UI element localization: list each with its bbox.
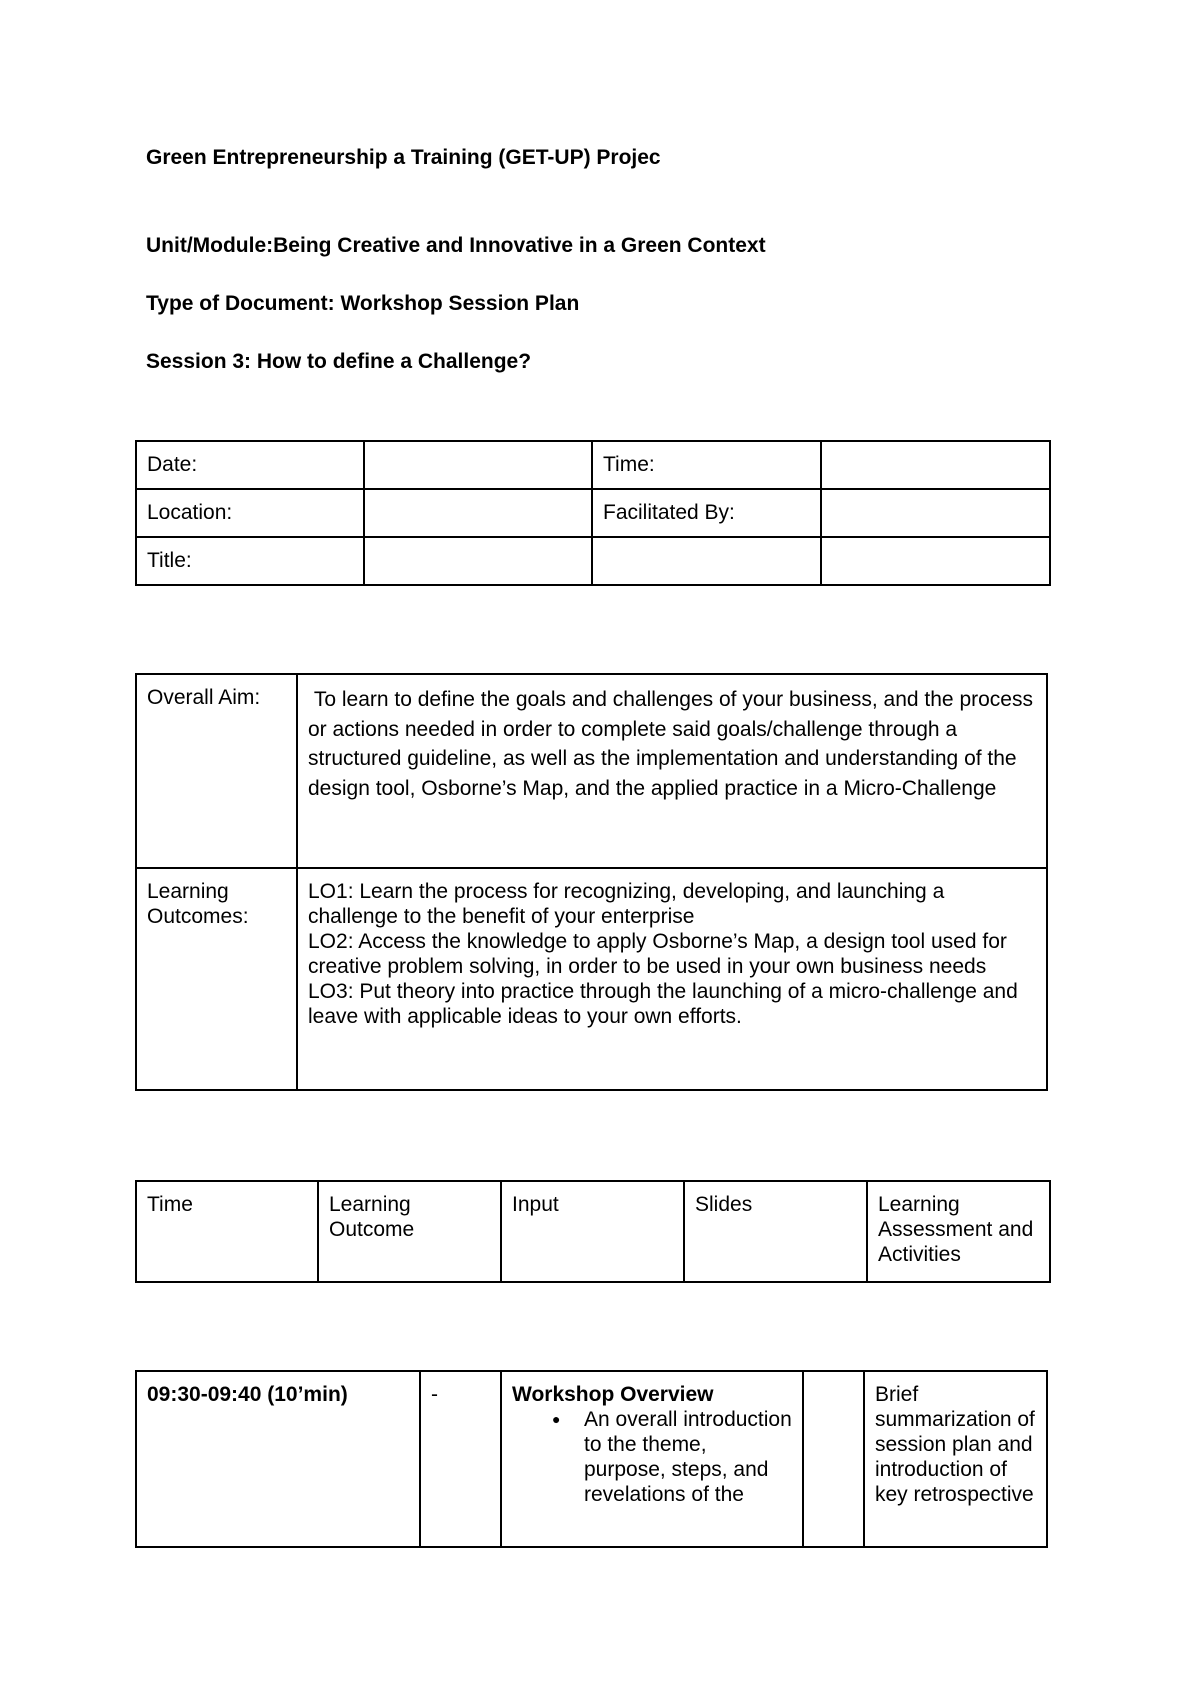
facilitated-by-value-cell: [821, 489, 1050, 537]
header-slides-cell: [684, 1181, 867, 1282]
header-assessment-cell: [867, 1181, 1050, 1282]
overall-aim-label: Overall Aim:: [147, 686, 261, 709]
location-label: Location:: [147, 501, 233, 524]
row-assessment: Brief summarization of session plan and introduction of key retrospective: [875, 1383, 1035, 1506]
schedule-header-table: [135, 1180, 1051, 1283]
header-input-cell: [501, 1181, 684, 1282]
header-learning-outcome-cell: [318, 1181, 501, 1282]
row-slides-cell: [803, 1371, 864, 1547]
extra-empty-cell: [592, 537, 821, 585]
unit-module-heading: Unit/Module:Being Creative and Innovative in a Green Context: [146, 234, 766, 257]
row-input-cell: [501, 1371, 803, 1547]
project-title: Green Entrepreneurship a Training (GET-UP) Projec: [146, 146, 661, 169]
row-assessment-cell: [864, 1371, 1047, 1547]
extra-empty-cell-2: [821, 537, 1050, 585]
overall-aim-text: To learn to define the goals and challenges of your business, and the process or actions needed in order to complete said goals/challenge through a structured guideline, as well as the implementation and understanding of the design tool, Osborne’s Map, and the applied practice in a Micro-Challenge: [308, 688, 1039, 800]
learning-outcome-1: LO1: Learn the process for recognizing, developing, and launching a challenge to the benefit of your enterprise: [308, 880, 945, 928]
table-row: [136, 1371, 1047, 1547]
aims-table: [135, 673, 1048, 1091]
row-time: 09:30-09:40 (10’min): [147, 1383, 348, 1406]
row-time-cell: [136, 1371, 420, 1547]
list-item: ● An overall introduction to the theme, purpose, steps, and revelations of the: [584, 1407, 792, 1507]
header-input: Input: [512, 1193, 559, 1216]
row-input-title: Workshop Overview: [512, 1383, 714, 1406]
learning-outcome-2: LO2: Access the knowledge to apply Osborne’s Map, a design tool used for creative problem solving, in order to be used in your own business needs: [308, 930, 1007, 978]
session-heading: Session 3: How to define a Challenge?: [146, 350, 532, 373]
title-label: Title:: [147, 549, 192, 572]
row-input-bullets: [512, 1407, 792, 1507]
facilitated-by-label: Facilitated By:: [603, 501, 735, 524]
header-time-cell: [136, 1181, 318, 1282]
location-label-cell: [136, 489, 364, 537]
session-info-table: [135, 440, 1051, 586]
overall-aim-label-cell: [136, 674, 297, 868]
facilitated-by-label-cell: [592, 489, 821, 537]
time-label: Time:: [603, 453, 655, 476]
date-label-cell: [136, 441, 364, 489]
time-label-cell: [592, 441, 821, 489]
date-value-cell: [364, 441, 592, 489]
header-time: Time: [147, 1193, 193, 1216]
learning-outcomes-label-cell: [136, 868, 297, 1090]
header-slides: Slides: [695, 1193, 753, 1216]
title-label-cell: [136, 537, 364, 585]
learning-outcomes-cell: [297, 868, 1047, 1090]
location-value-cell: [364, 489, 592, 537]
row-learning-outcome: -: [431, 1383, 438, 1406]
time-value-cell: [821, 441, 1050, 489]
date-label: Date:: [147, 453, 198, 476]
overall-aim-cell: [297, 674, 1047, 868]
learning-outcome-3: LO3: Put theory into practice through the launching of a micro-challenge and leave with applicable ideas to your own efforts.: [308, 980, 1018, 1028]
title-value-cell: [364, 537, 592, 585]
row-learning-outcome-cell: [420, 1371, 501, 1547]
learning-outcomes-label: Learning Outcomes:: [147, 880, 249, 928]
header-assessment: Learning Assessment and Activities: [878, 1193, 1034, 1266]
header-learning-outcome: Learning Outcome: [329, 1193, 415, 1241]
schedule-row-table: [135, 1370, 1048, 1548]
document-type-heading: Type of Document: Workshop Session Plan: [146, 292, 580, 315]
